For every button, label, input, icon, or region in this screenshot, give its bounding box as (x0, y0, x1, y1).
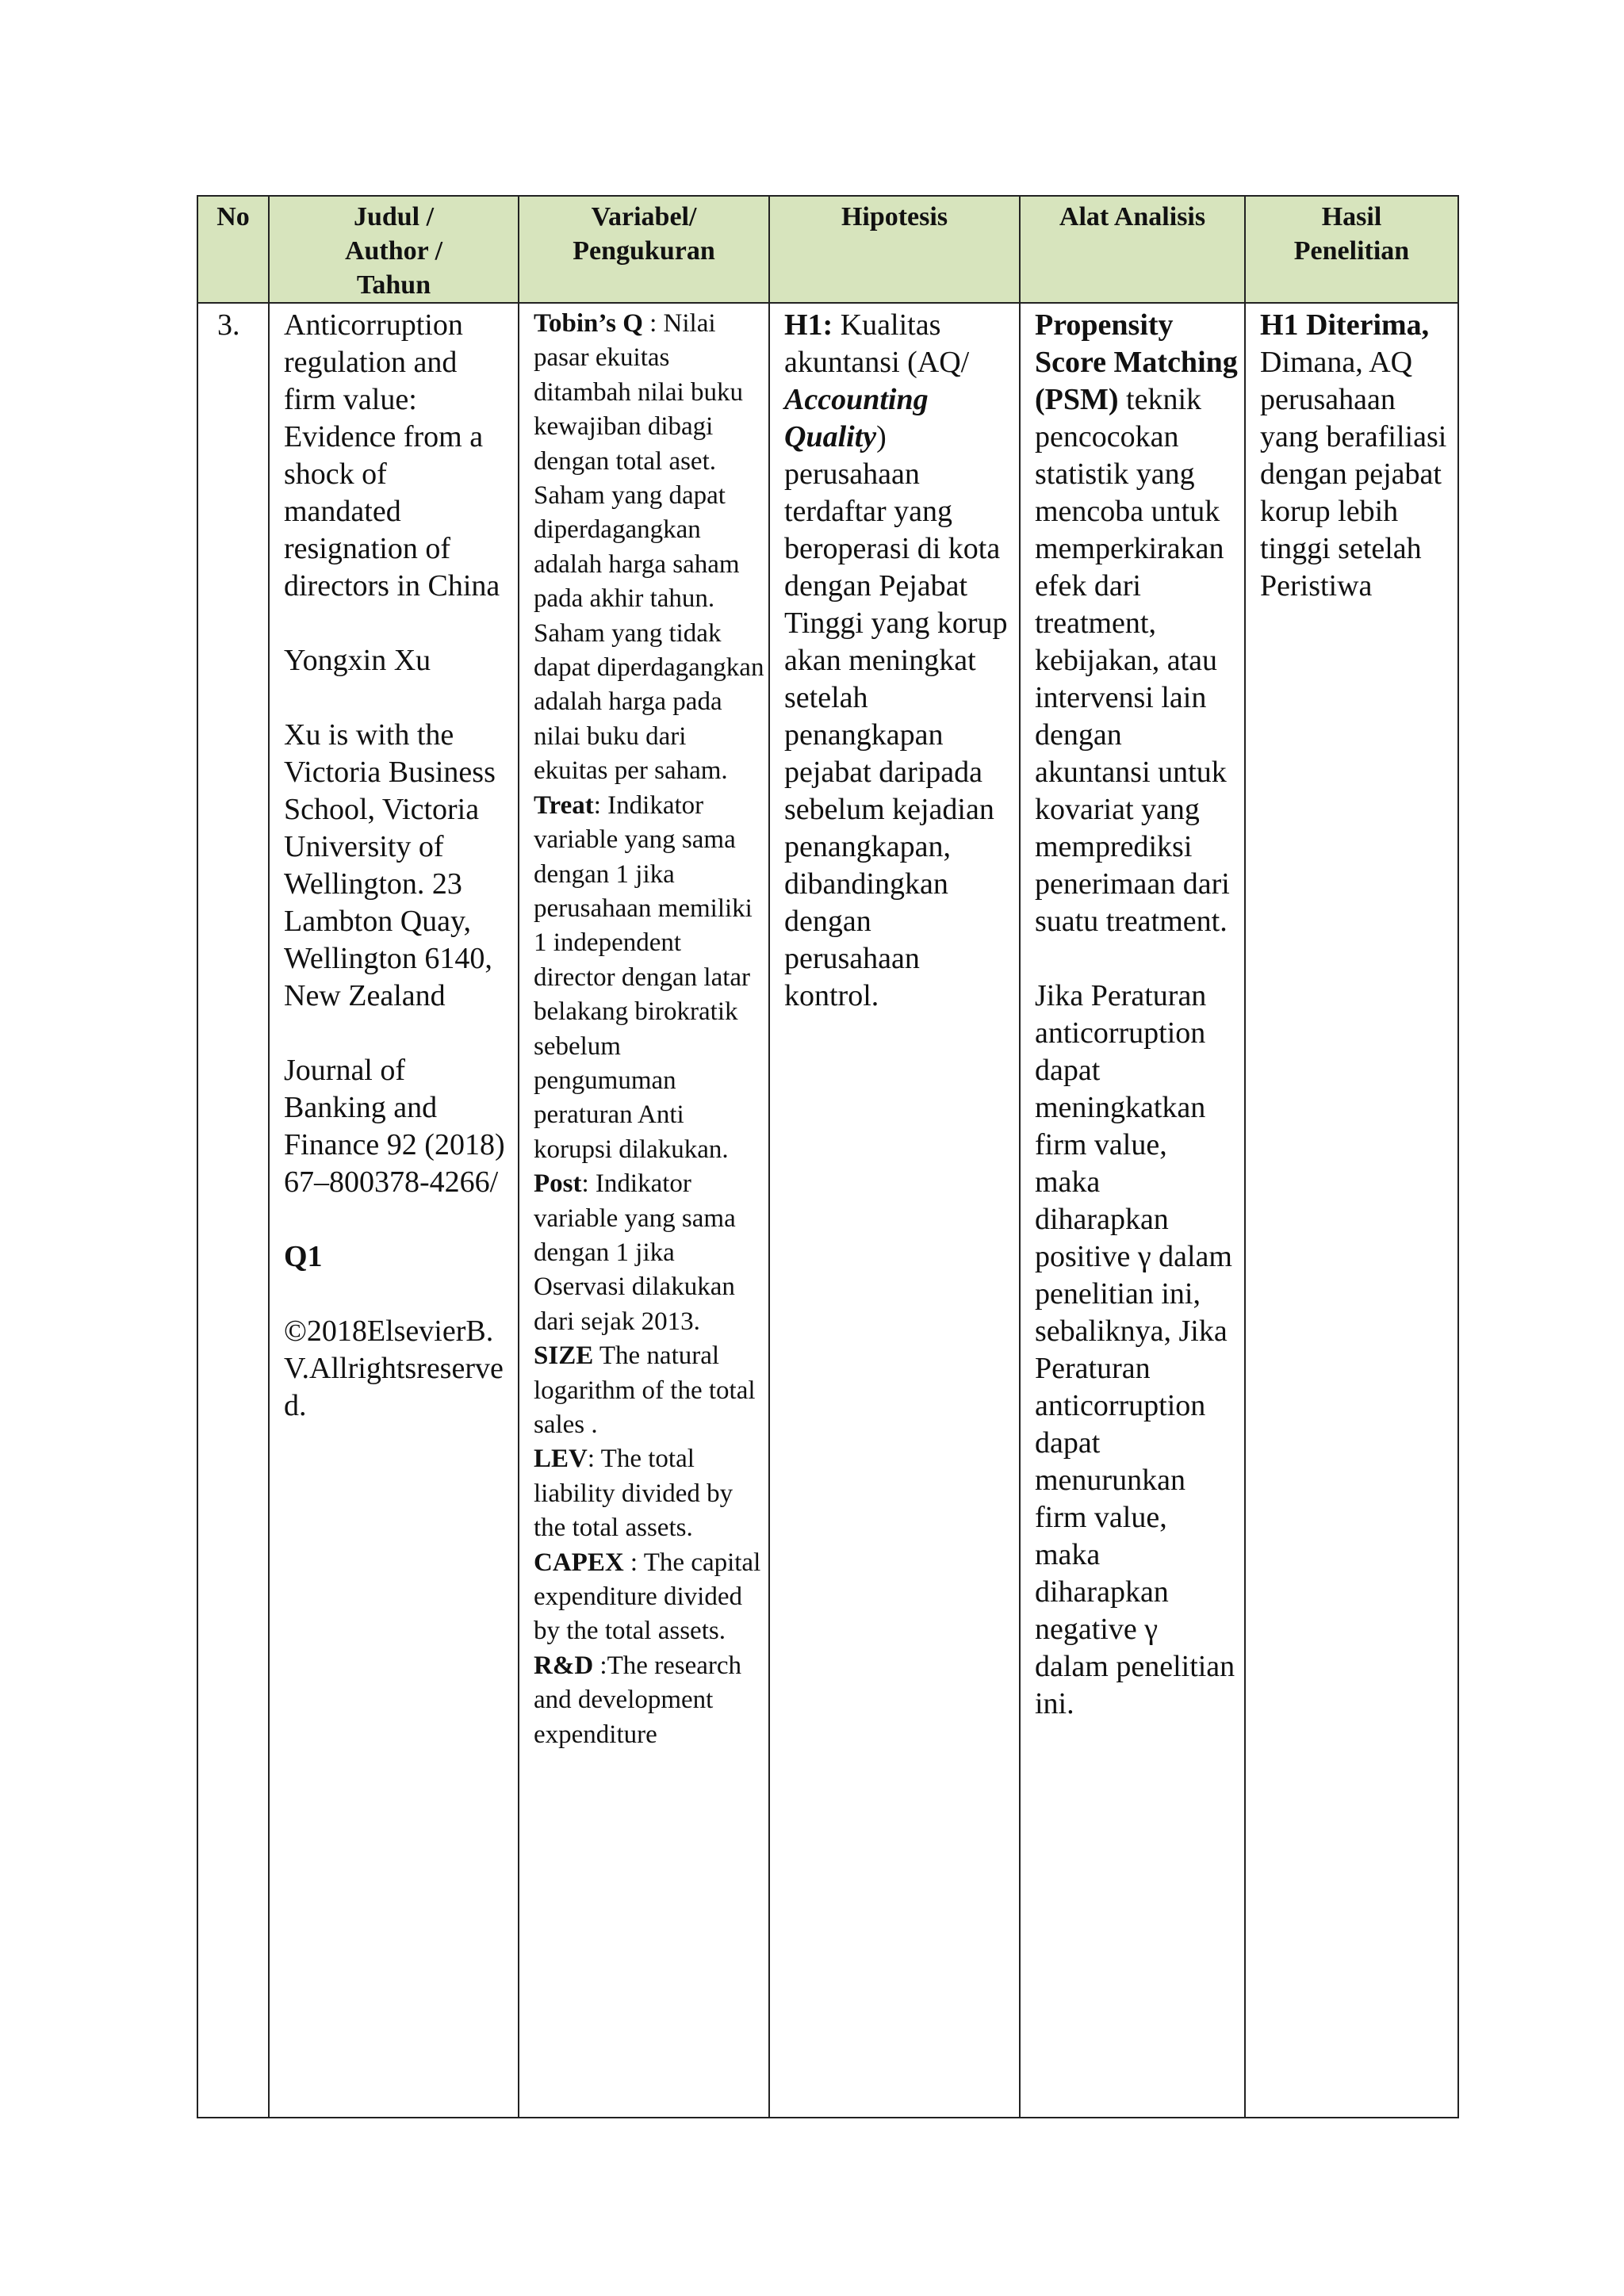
literature-review-table (197, 195, 1459, 2118)
journal-citation: Journal of Banking and Finance 92 (2018) 67–800378-4266/ (284, 1054, 505, 1199)
table-row (197, 303, 1458, 2118)
header-hasil-penelitian: Hasil Penelitian (1245, 196, 1458, 303)
header-judul-author-tahun: Judul / Author / Tahun (269, 196, 519, 303)
cell-variabel (519, 303, 769, 2118)
header-alat-analisis: Alat Analisis (1020, 196, 1245, 303)
paper-author: Yongxin Xu (284, 644, 431, 677)
research-result: H1 Diterima, Dimana, AQ perusahaan yang berafiliasi dengan pejabat korup lebih tinggi setelah Peristiwa (1260, 308, 1447, 603)
variable-size: SIZE The natural logarithm of the total sales . (534, 1341, 756, 1439)
hypothesis-h1: H1: Kualitas akuntansi (AQ/ Accounting Quality) perusahaan terdaftar yang beroperasi di kota dengan Pejabat Tinggi yang korup akan meningkat setelah penangkapan pejabat daripada sebelum kejadian penangkapan, dibandingkan dengan perusahaan kontrol. (784, 308, 1008, 1012)
table-header-row (197, 196, 1458, 303)
variable-rnd: R&D :The research and development expenditure (534, 1651, 742, 1749)
variable-tobins-q: Tobin’s Q : Nilai pasar ekuitas ditambah nilai buku kewajiban dibagi dengan total aset. Saham yang dapat diperdagangkan adalah harga saham pada akhir tahun. Saham yang tidak dapat diperdagangkan adalah harga pada nilai buku dari ekuitas per saham. (534, 309, 764, 786)
cell-alat-analisis (1020, 303, 1245, 2118)
header-variabel-pengukuran: Variabel/ Pengukuran (519, 196, 769, 303)
paper-title: Anticorruption regulation and firm value: Evidence from a shock of mandated resignation of directors in China (284, 308, 500, 603)
author-affiliation: Xu is with the Victoria Business School, Victoria University of Wellington. 23 Lambton Quay, Wellington 6140, New Zealand (284, 718, 496, 1012)
variable-capex: CAPEX : The capital expenditure divided by the total assets. (534, 1548, 761, 1646)
header-no: No (197, 196, 269, 303)
journal-quartile: Q1 (284, 1240, 323, 1273)
cell-no: 3. (197, 303, 269, 2118)
variable-treat: Treat: Indikator variable yang sama dengan 1 jika perusahaan memiliki 1 independent director dengan latar belakang birokratik sebelum pengumuman peraturan Anti korupsi dilakukan. (534, 790, 753, 1164)
cell-hipotesis (769, 303, 1020, 2118)
variable-lev: LEV: The total liability divided by the total assets. (534, 1445, 733, 1543)
variable-post: Post: Indikator variable yang sama dengan 1 jika Oservasi dilakukan dari sejak 2013. (534, 1169, 736, 1336)
analysis-method: Propensity Score Matching (PSM) teknik pencocokan statistik yang mencoba untuk memperkirakan efek dari treatment, kebijakan, atau intervensi lain dengan akuntansi untuk kovariat yang memprediksi penerimaan dari suatu treatment. (1035, 308, 1238, 938)
cell-hasil-penelitian (1245, 303, 1458, 2118)
header-hipotesis: Hipotesis (769, 196, 1020, 303)
copyright-notice: ©2018ElsevierB.V.Allrightsreserved. (284, 1314, 504, 1422)
cell-judul (269, 303, 519, 2118)
analysis-expectation: Jika Peraturan anticorruption dapat meningkatkan firm value, maka diharapkan positive γ dalam penelitian ini, sebaliknya, Jika Peraturan anticorruption dapat menurunkan firm value, maka diharapkan negative γ dalam penelitian ini. (1035, 979, 1235, 1720)
